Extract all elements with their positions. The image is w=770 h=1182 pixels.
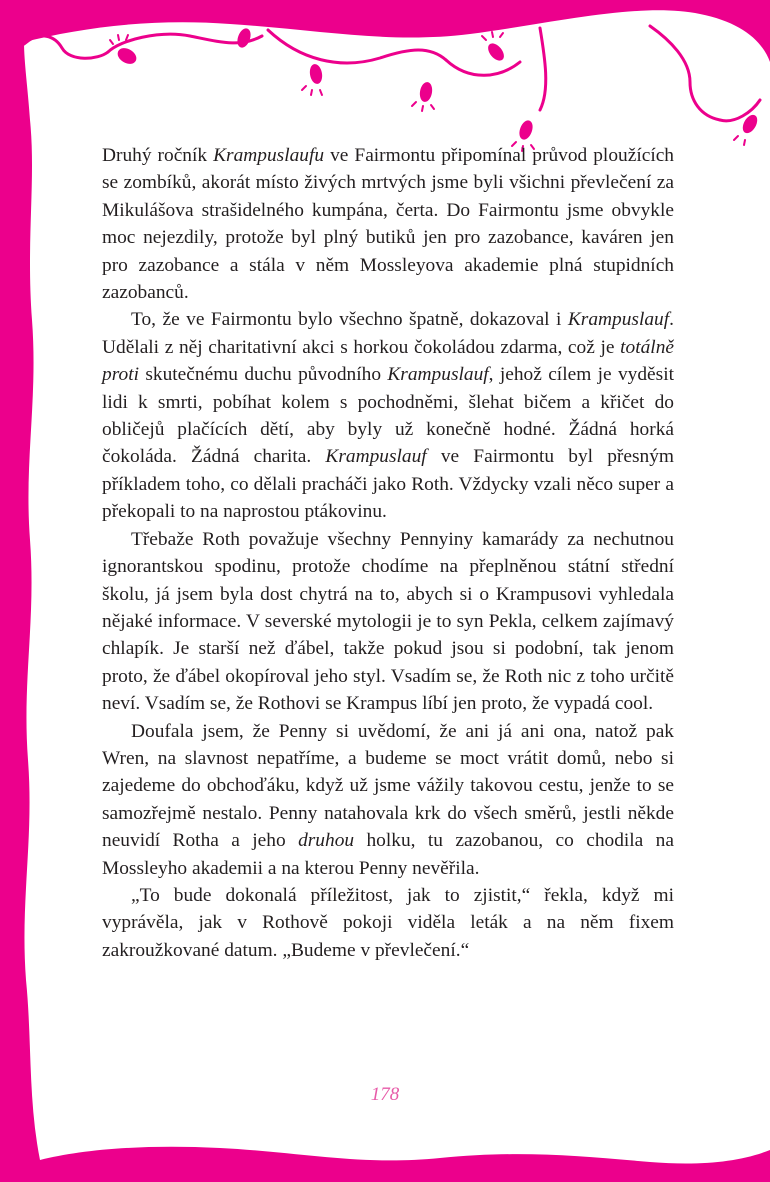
paragraph bbox=[102, 306, 674, 525]
italic-text: Krampuslauf bbox=[387, 364, 489, 386]
paragraph bbox=[102, 718, 674, 882]
text-run: , jehož cílem je vyděsit lidi k smrti, pobíhat kolem s pochodněmi, šlehat bičem a křičet do obličejů plačících dětí, aby byly už konečně hodné. Žádná horká čokoláda. Žádná charita. bbox=[102, 364, 674, 468]
italic-text: Krampuslauf bbox=[567, 309, 670, 331]
body-text bbox=[102, 142, 674, 964]
paragraph bbox=[102, 526, 674, 718]
text-run: ve Fairmontu připomínal průvod ploužících se zombíků, akorát místo živých mrtvých jsme byli všichni převlečení za Mikulášova strašidelného kumpána, čerta. Do Fairmontu jsme obvykle moc nejezdily, protože byl plný butiků jen pro zazobance, kaváren jen pro zazobance a stála v něm Mossleyova akademie plná stupidních zazobanců. bbox=[102, 145, 675, 304]
page-number: 178 bbox=[370, 1084, 400, 1105]
italic-text: totálně proti bbox=[102, 336, 674, 386]
text-run: „To bude dokonalá příležitost, jak to zjistit,“ řekla, když mi vyprávěla, jak v Rothově pokoji viděla leták a na něm fixem zakroužkované datum. „Budeme v převlečení.“ bbox=[102, 884, 674, 961]
text-run: holku, tu zazobanou, co chodila na Mossleyho akademii a na kterou Penny nevěřila. bbox=[102, 830, 674, 879]
text-run: Druhý ročník bbox=[102, 145, 214, 166]
text-run: To, že ve Fairmontu bylo všechno špatně, dokazoval i bbox=[131, 309, 568, 331]
paragraph bbox=[102, 142, 674, 306]
italic-text: druhou bbox=[298, 830, 355, 852]
italic-text: Krampuslaufu bbox=[213, 145, 325, 166]
string-of-lights-icon bbox=[24, 26, 760, 121]
text-run: . Udělali z něj charitativní akci s horkou čokoládou zdarma, což je bbox=[102, 309, 674, 358]
paragraph bbox=[102, 882, 674, 964]
light-bulbs bbox=[115, 27, 760, 142]
text-run: ve Fairmontu byl přesným příkladem toho, co dělali pracháči jako Roth. Vždycky vzali něco super a překopali to na naprostou ptákovinu. bbox=[102, 446, 674, 523]
text-run: Třebaže Roth považuje všechny Pennyiny kamarády za nechutnou ignorantskou spodinu, protože chodíme na přeplněnou státní střední školu, já jsem byla dost chytrá na to, abych si o Krampusovi vyhledala nějaké informace. V severské mytologii je to syn Pekla, celkem zajímavý chlapík. Je starší než ďábel, takže pokud jsou si podobní, tak jenom proto, že ďábel okopíroval jeho styl. Vsadím se, že Roth nic z toho určitě neví. Vsadím se, že Rothovi se Krampus líbí jen proto, že vypadá cool. bbox=[102, 528, 674, 715]
text-run: skutečnému duchu původního bbox=[139, 364, 388, 386]
text-run: Doufala jsem, že Penny si uvědomí, že ani já ani ona, natož pak Wren, na slavnost nepatříme, a budeme se moct vrátit domů, nebo si zajedeme do obchoďáku, když už jsme vážily takovou cestu, jenže to se samozřejmě nestalo. Penny natahovala krk do všech směrů, jestli někde neuvidí Rotha a jeho bbox=[102, 720, 674, 852]
italic-text: Krampuslauf bbox=[325, 446, 427, 468]
